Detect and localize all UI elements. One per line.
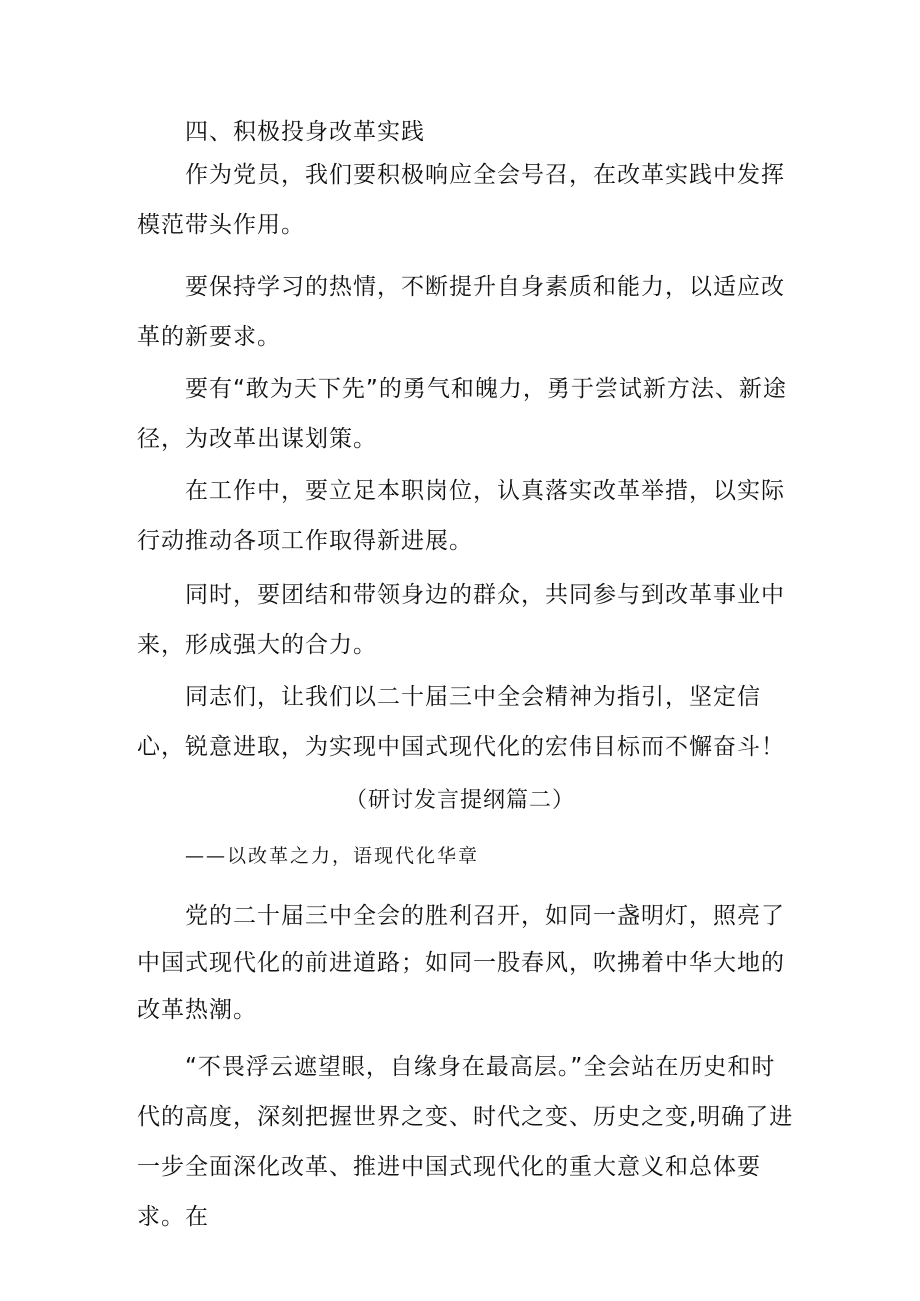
paragraph-party-member-role: 作为党员，我们要积极响应全会号召，在改革实践中发挥模范带头作用。 (137, 162, 785, 238)
paragraph-closing-call: 同志们，让我们以二十届三中全会精神为指引，坚定信心，锐意进取，为实现中国式现代化的宏伟目标而不懈奋斗！ (137, 684, 785, 760)
part-title: （研讨发言提纲篇二） (344, 788, 575, 813)
paragraph-unite-masses: 同时，要团结和带领身边的群众，共同参与到改革事业中来，形成强大的合力。 (137, 582, 785, 658)
paragraph-work-post: 在工作中，要立足本职岗位，认真落实改革举措，以实际行动推动各项工作取得新进展。 (137, 478, 785, 554)
paragraph-plenum-opening: 党的二十届三中全会的胜利召开，如同一盏明灯，照亮了中国式现代化的前进道路；如同一股春风，吹拂着中华大地的改革热潮。 (137, 903, 785, 1023)
section-heading: 四、积极投身改革实践 (185, 119, 425, 145)
paragraph-keep-learning: 要保持学习的热情，不断提升自身素质和能力，以适应改革的新要求。 (137, 274, 785, 350)
paragraph-courage: 要有“敢为天下先”的勇气和魄力，勇于尝试新方法、新途径，为改革出谋划策。 (137, 376, 787, 452)
paragraph-plenum-significance: “不畏浮云遮望眼，自缘身在最高层。”全会站在历史和时代的高度，深刻把握世界之变、时代之变、历史之变,明确了进一步全面深化改革、推进中国式现代化的重大意义和总体要求。在 (137, 1054, 794, 1230)
subtitle: ——以改革之力，语现代化华章 (185, 845, 480, 867)
